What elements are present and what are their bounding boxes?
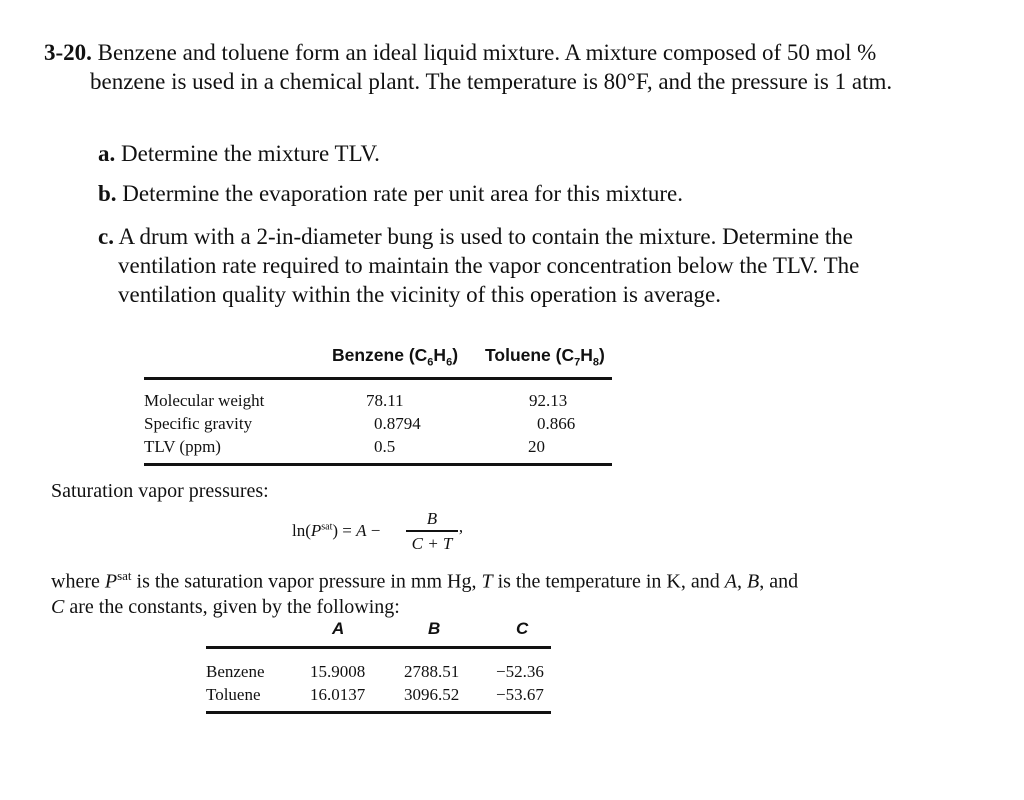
row-label-tlv: TLV (ppm) (144, 437, 221, 456)
row-label-benzene: Benzene (206, 662, 265, 681)
header-b: B (428, 619, 441, 638)
part-c-text: A drum with a 2-in-diameter bung is used to contain the mixture. Determine the ventilation rate required to maintain the vapor concentration below the TLV. The ventilation quality within the vicinity of this operation is average. (118, 224, 860, 307)
row-label-toluene: Toluene (206, 685, 261, 704)
part-b (98, 179, 943, 208)
equation-fraction: B C + T (406, 508, 458, 555)
part-c (98, 222, 943, 309)
toluene-column-header: Toluene $(C_7H_8)$ (485, 345, 605, 369)
benzene-specific-gravity: 0.8794 (374, 414, 421, 433)
part-a-label: a. (98, 141, 116, 166)
row-label-molecular-weight: Molecular weight (144, 391, 265, 410)
benzene-b: 2788.51 (404, 662, 460, 681)
toluene-molecular-weight: 92.13 (529, 391, 568, 410)
benzene-tlv: 0.5 (374, 437, 396, 456)
benzene-column-header: Benzene $(C_6H_6)$ (332, 345, 459, 369)
toluene-specific-gravity: 0.866 (537, 414, 576, 433)
header-c: C (516, 619, 529, 638)
part-b-label: b. (98, 181, 117, 206)
table-top-rule (144, 377, 612, 380)
saturation-label: Saturation vapor pressures: (51, 480, 269, 502)
benzene-a: 15.9008 (310, 662, 366, 681)
part-a-text: Determine the mixture TLV. (121, 141, 380, 166)
constants-bottom-rule (206, 711, 551, 714)
header-a: A (332, 619, 345, 638)
benzene-molecular-weight: 78.11 (366, 391, 404, 410)
toluene-tlv: 20 (528, 437, 545, 456)
table-bottom-rule (144, 463, 612, 466)
where-text: where $P^{sat}$ is the saturation vapor pressure in mm Hg, T is the temperature in K, and A, B, and C are the constants, given by the following: (51, 568, 799, 618)
problem-text: Benzene and toluene form an ideal liquid mixture. A mixture composed of 50 mol % benzene is used in a chemical plant. The temperature is 80°F, and the pressure is 1 atm. (90, 40, 893, 94)
toluene-b: 3096.52 (404, 685, 460, 704)
toluene-c: −53.67 (496, 685, 544, 704)
part-c-label: c. (98, 224, 114, 249)
constants-top-rule (206, 646, 551, 649)
toluene-a: 16.0137 (310, 685, 366, 704)
problem-statement (44, 38, 944, 96)
problem-number: 3-20. (44, 40, 92, 65)
part-b-text: Determine the evaporation rate per unit area for this mixture. (122, 181, 684, 206)
row-label-specific-gravity: Specific gravity (144, 414, 253, 433)
part-a (98, 139, 943, 168)
benzene-c: −52.36 (496, 662, 544, 681)
